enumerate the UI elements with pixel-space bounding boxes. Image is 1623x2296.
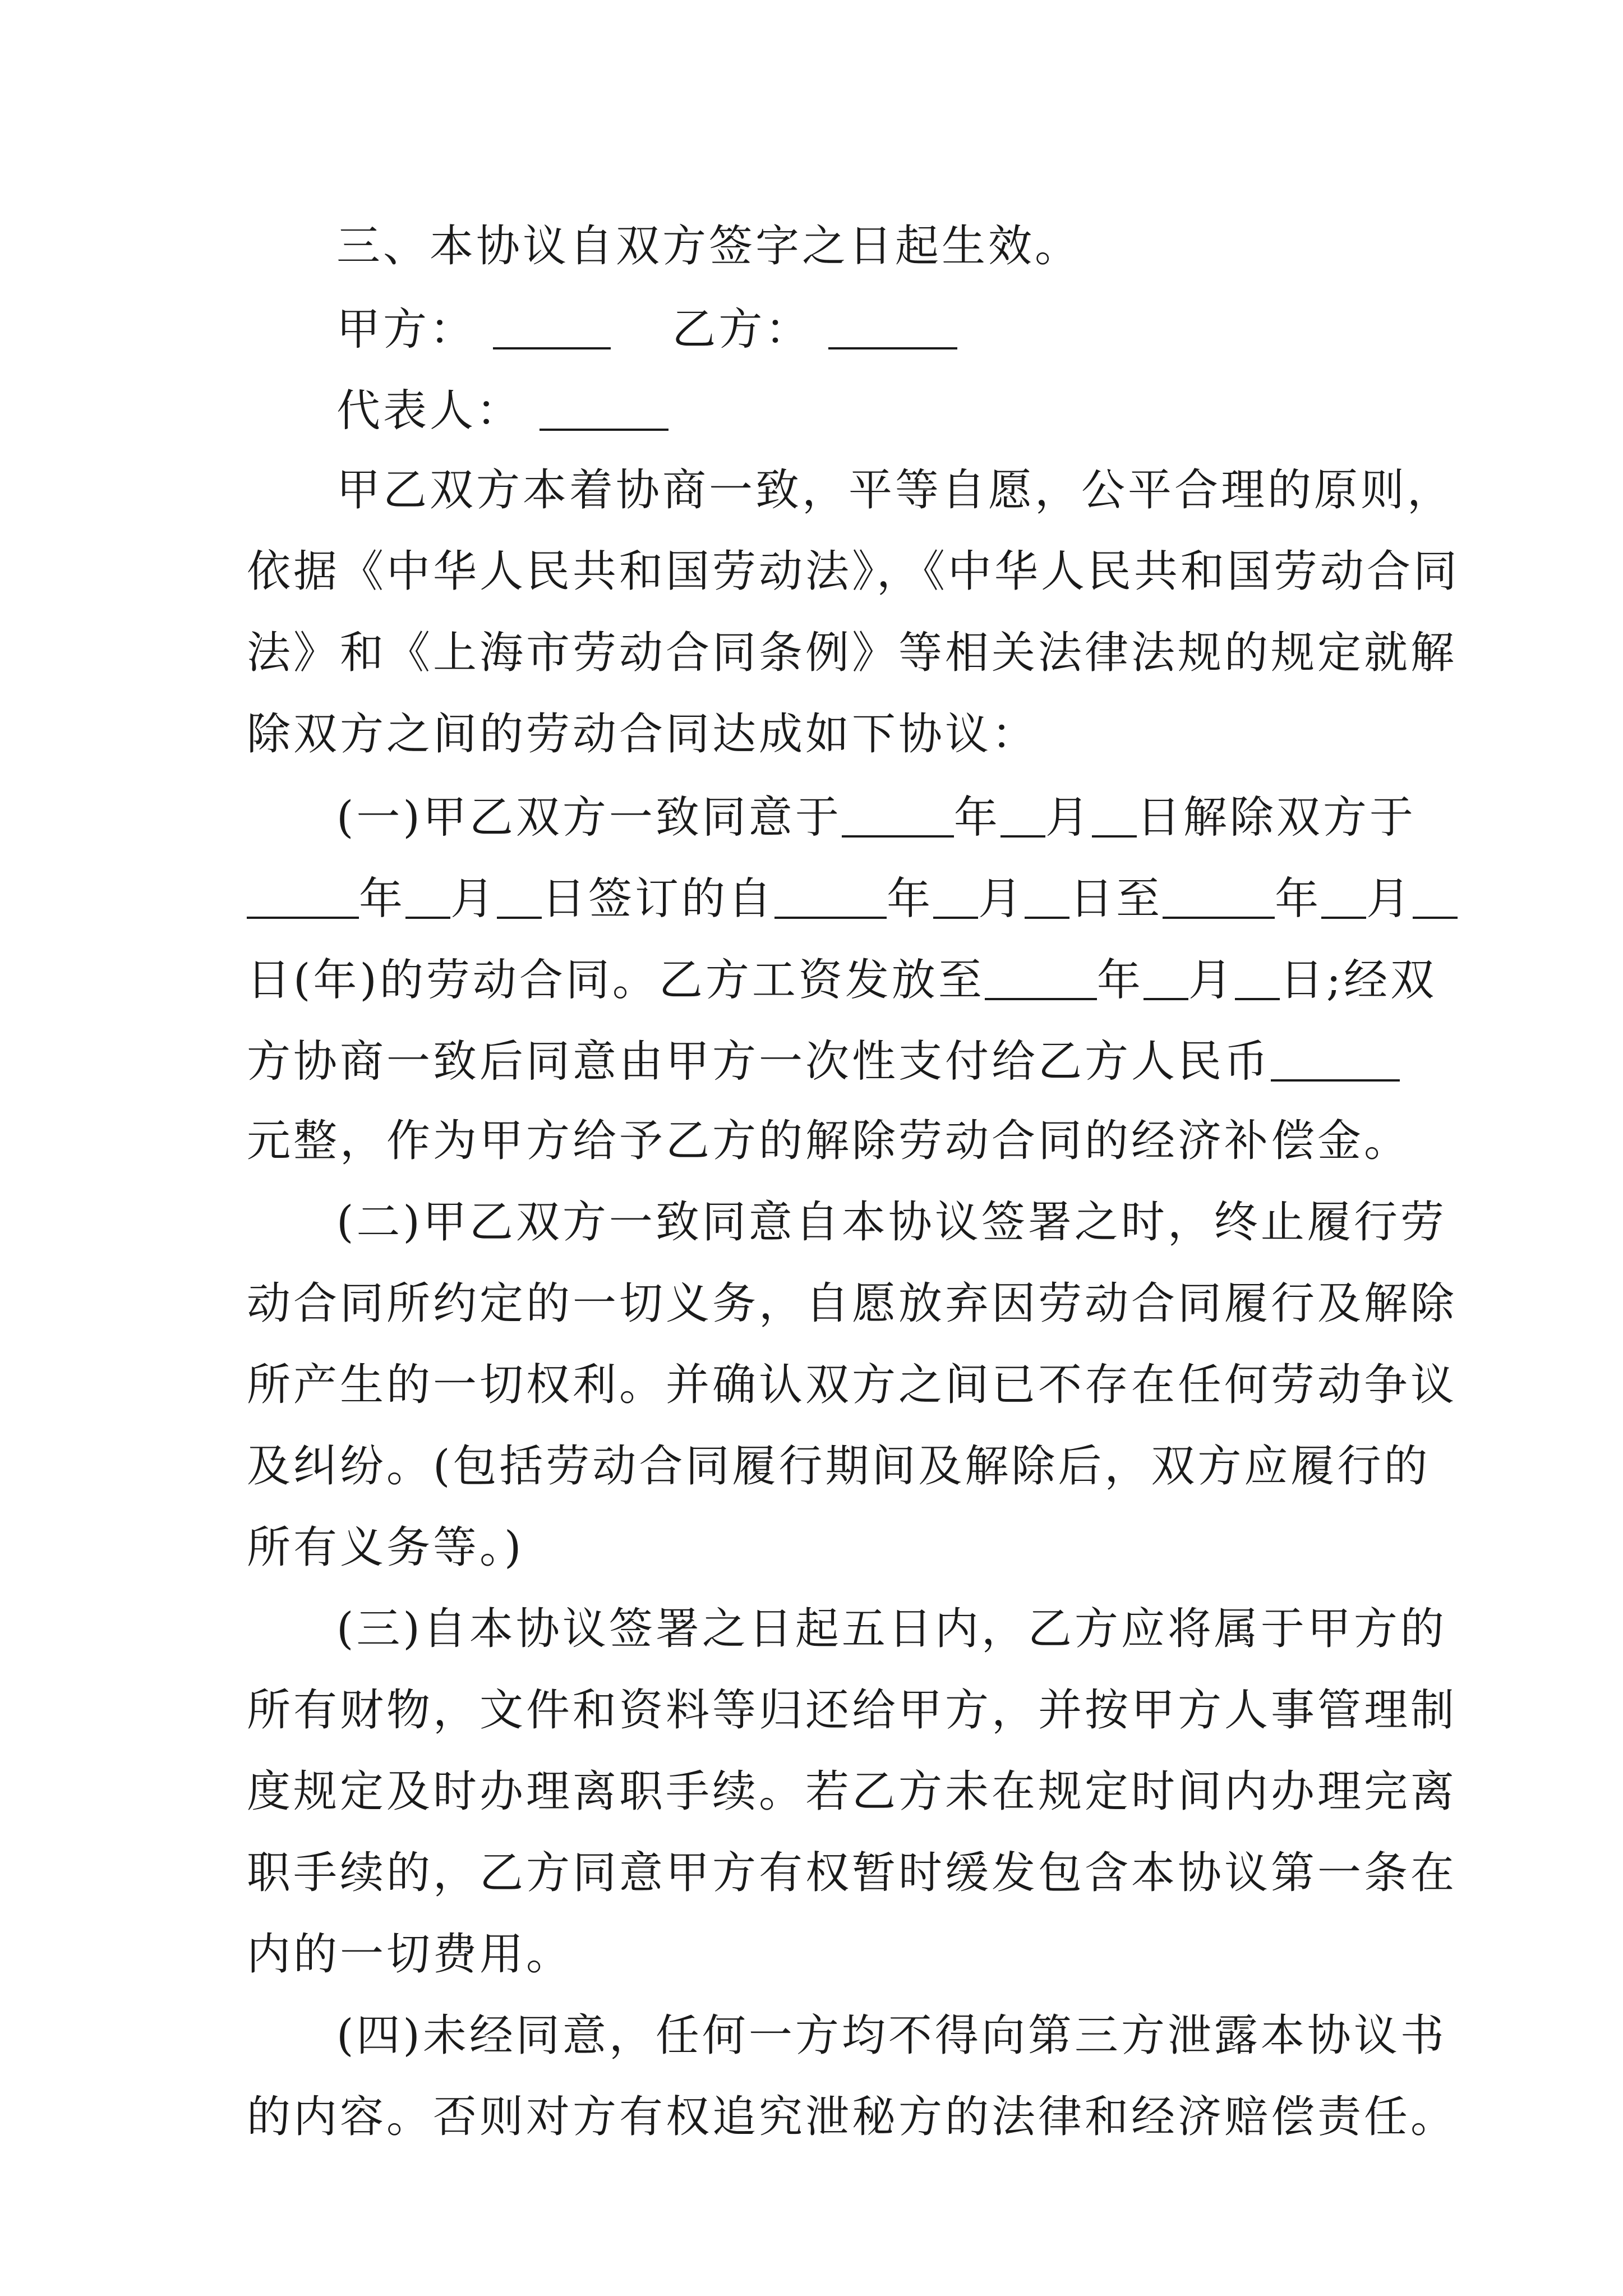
representative-blank [540,387,668,431]
item1-l1-pre: (一)甲乙双方一致同意于 [336,792,842,843]
month-label: 月 [1366,873,1413,924]
year-label: 年 [953,792,1000,843]
item2-line-1: (二)甲乙双方一致同意自本协议签署之时，终止履行劳 [336,1197,1447,1248]
intro-line-1: 甲乙双方本着协商一致，平等自愿，公平合理的原则， [336,465,1454,516]
to-label: 至 [1116,873,1163,924]
day-blank [1235,956,1280,1000]
item1-line-5: 元整，作为甲方给予乙方的解除劳动合同的经济补偿金。 [247,1116,1411,1166]
day-blank [497,875,542,919]
clause-3-text: 三、本协议自双方签字之日起生效。 [336,221,1082,272]
item1-line-4 [247,1036,1380,1087]
item1-l3-pre: 日(年)的劳动合同。乙方工资发放至 [247,955,985,1006]
month-label: 月 [450,873,497,924]
item2-line-5: 所有义务等。) [247,1522,524,1573]
party-a-blank [493,306,611,349]
month-blank [1144,956,1188,1000]
party-b-label: 乙方： [672,304,812,355]
day-blank [1025,875,1069,919]
representative-label: 代表人： [336,385,523,436]
year-blank [1163,875,1275,919]
item1-signed-text: 签订的自 [588,873,775,924]
item1-line-1 [336,792,1416,843]
item1-l1-post: 解除双方于 [1183,792,1416,843]
party-b-blank [828,306,957,349]
day-label: 日 [542,873,589,924]
item2-line-2: 动合同所约定的一切义务，自愿放弃因劳动合同履行及解除 [247,1278,1458,1329]
month-label: 月 [1188,955,1235,1006]
item2-line-3: 所产生的一切权利。并确认双方之间已不存在任何劳动争议 [247,1360,1458,1410]
item1-l4-text: 方协商一致后同意由甲方一次性支付给乙方人民币 [247,1036,1271,1087]
day-label: 日 [1069,873,1117,924]
party-a-label: 甲方： [336,304,477,355]
item4-line-1: (四)未经同意，任何一方均不得向第三方泄露本协议书 [336,2010,1447,2061]
day-blank [1092,794,1137,838]
year-label: 年 [359,873,406,924]
item3-line-3: 度规定及时办理离职手续。若乙方未在规定时间内办理完离 [247,1766,1458,1817]
intro-line-2: 依据《中华人民共和国劳动法》，《中华人民共和国劳动合同 [247,546,1460,597]
year-label: 年 [1096,955,1144,1006]
intro-line-3: 法》和《上海市劳动合同条例》等相关法律法规的规定就解 [247,628,1458,678]
month-label: 月 [1045,792,1092,843]
item3-line-5: 内的一切费用。 [247,1929,573,1980]
item1-line-2 [247,873,1413,924]
item1-l3-post: 日;经双 [1279,955,1437,1006]
item3-line-2: 所有财物，文件和资料等归还给甲方，并按甲方人事管理制 [247,1685,1458,1736]
clause-3-line [336,221,1082,272]
amount-blank [1271,1038,1400,1082]
item1-line-3 [247,955,1437,1006]
year-blank [842,794,954,838]
month-label: 月 [978,873,1025,924]
intro-line-4: 除双方之间的劳动合同达成如下协议： [247,709,1039,760]
year-blank [247,875,359,919]
year-blank [774,875,887,919]
item4-line-2: 的内容。否则对方有权追究泄秘方的法律和经济赔偿责任。 [247,2092,1458,2142]
signature-parties-line [336,304,957,355]
item2-line-4: 及纠纷。(包括劳动合同履行期间及解除后，双方应履行的 [247,1441,1431,1492]
representative-line [336,385,668,436]
year-blank [985,956,1097,1000]
month-blank [1000,794,1045,838]
month-blank [1321,875,1366,919]
year-label: 年 [887,873,934,924]
item3-line-4: 职手续的，乙方同意甲方有权暂时缓发包含本协议第一条在 [247,1848,1458,1898]
day-blank [1413,875,1458,919]
year-label: 年 [1275,873,1322,924]
item3-line-1: (三)自本协议签署之日起五日内，乙方应将属于甲方的 [336,1604,1447,1654]
month-blank [933,875,978,919]
month-blank [405,875,450,919]
day-label: 日 [1136,792,1183,843]
